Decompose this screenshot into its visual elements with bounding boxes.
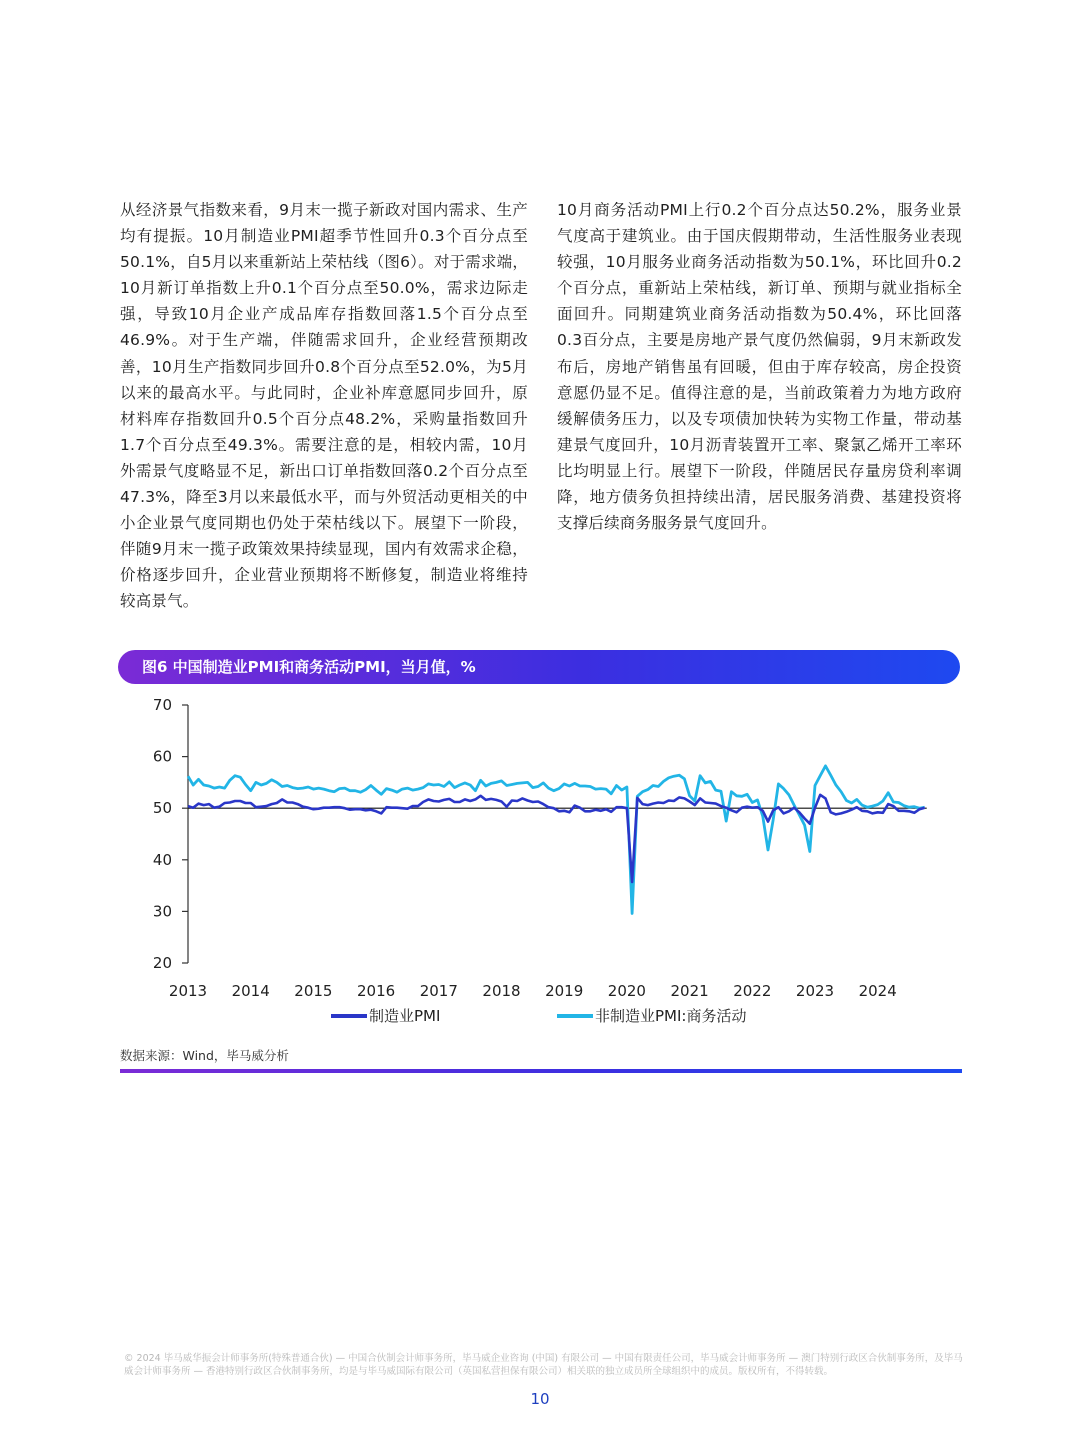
body-text-right-column: 10月商务活动PMI上行0.2个百分点达50.2%，服务业景气度高于建筑业。由于国庆假期带动，生活性服务业表现较强，10月服务业商务活动指数为50.1%，环比回升0.2个百分点，重新站上荣枯线，新订单、预期与就业指标全面回升。同期建筑业商务活动指数为50.4%，环比回落0.3百分点，主要是房地产景气度仍然偏弱，9月末新政发布后，房地产销售虽有回暖，但由于库存较高，房企投资意愿仍显不足。值得注意的是，当前政策着力为地方政府缓解债务压力，以及专项债加快转为实物工作量，带动基建景气度回升，10月沥青装置开工率、聚氯乙烯开工率环比均明显上行。展望下一阶段，伴随居民存量房贷利率调降，地方债务负担持续出清，居民服务消费、基建投资将支撑后续商务服务景气度回升。 (557, 201, 962, 533)
figure-title: 图6 中国制造业PMI和商务活动PMI，当月值，% (142, 658, 476, 676)
x-tick-label: 2023 (795, 982, 835, 1000)
x-tick-label: 2020 (607, 982, 646, 1000)
legend-label: 制造业PMI (369, 1007, 441, 1025)
chart-series-layer (188, 766, 925, 914)
x-tick-label: 2022 (733, 982, 772, 1000)
copyright-notice: © 2024 毕马威华振会计师事务所(特殊普通合伙) — 中国合伙制会计师事务所，毕马威企业咨询 (中国) 有限公司 — 中国有限责任公司，毕马威会计师事务所 — 澳门特别行政区合伙制事务所，及毕马威会计师事务所 — 香港特别行政区合伙制事务所，均是与毕马威国际有限公司（英国私营担保有限公司）相关联的独立成员所全球组织中的成员。版权所有，不得转载。 (124, 1353, 963, 1377)
x-tick-label: 2013 (168, 982, 208, 1000)
figure-title-banner (118, 650, 960, 684)
series-line-non-manufacturing-pmi (188, 766, 925, 914)
x-tick-label: 2015 (294, 982, 333, 1000)
chart-legend (331, 1007, 746, 1025)
legend-label: 非制造业PMI:商务活动 (595, 1007, 747, 1025)
figure-bottom-rule (120, 1069, 962, 1073)
x-tick-label: 2017 (419, 982, 458, 1000)
pmi-line-chart (120, 688, 962, 1038)
x-tick-label: 2014 (231, 982, 270, 1000)
y-tick-label: 60 (152, 747, 172, 766)
x-tick-label: 2018 (482, 982, 521, 1000)
y-tick-label: 30 (152, 902, 172, 921)
figure-source: 数据来源：Wind，毕马威分析 (120, 1048, 289, 1063)
y-tick-label: 70 (152, 696, 172, 714)
page-number: 10 (530, 1390, 550, 1408)
y-tick-label: 50 (152, 799, 172, 818)
y-tick-label: 40 (152, 850, 172, 869)
x-tick-label: 2021 (670, 982, 709, 1000)
y-tick-label: 20 (152, 954, 172, 972)
x-tick-label: 2019 (545, 982, 584, 1000)
x-tick-label: 2024 (858, 982, 897, 1000)
body-text-left-column: 从经济景气指数来看，9月末一揽子新政对国内需求、生产均有提振。10月制造业PMI超季节性回升0.3个百分点至50.1%，自5月以来重新站上荣枯线（图6）。对于需求端，10月新订单指数上升0.1个百分点至50.0%，需求边际走强，导致10月企业产成品库存指数回落1.5个百分点至46.9%。对于生产端，伴随需求回升，企业经营预期改善，10月生产指数同步回升0.8个百分点至52.0%，为5月以来的最高水平。与此同时，企业补库意愿同步回升，原材料库存指数回升0.5个百分点48.2%，采购量指数回升1.7个百分点至49.3%。需要注意的是，相较内需，10月外需景气度略显不足，新出口订单指数回落0.2个百分点至47.3%，降至3月以来最低水平，而与外贸活动更相关的中小企业景气度同期也仍处于荣枯线以下。展望下一阶段，伴随9月末一揽子政策效果持续显现，国内有效需求企稳，价格逐步回升，企业营业预期将不断修复，制造业将维持较高景气。 (120, 201, 529, 611)
x-tick-label: 2016 (357, 982, 396, 1000)
